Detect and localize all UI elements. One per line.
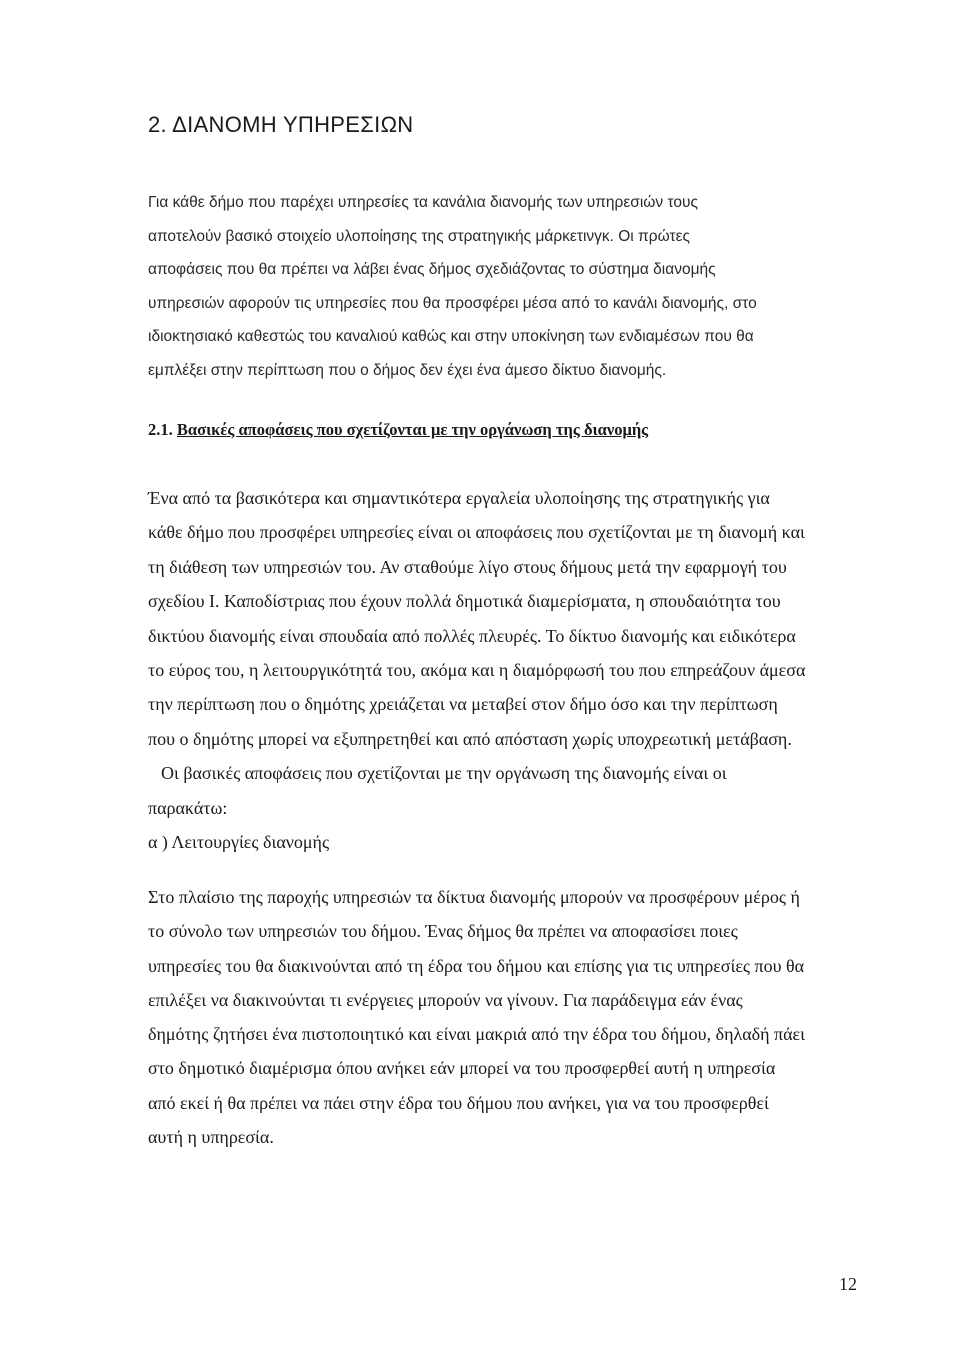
body-line: σχεδίου Ι. Καποδίστριας που έχουν πολλά δημοτικά διαμερίσματα, η σπουδαιότητα του	[148, 591, 781, 612]
page-number: 12	[839, 1274, 857, 1294]
body-line: το εύρος του, η λειτουργικότητά του, ακόμα και η διαμόρφωσή του που επηρεάζουν άμεσα	[148, 660, 806, 681]
intro-line: εμπλέξει στην περίπτωση που ο δήμος δεν έχει ένα άμεσο δίκτυο διανομής.	[148, 361, 667, 379]
body-line: δικτύου διανομής είναι σπουδαία από πολλές πλευρές. Το δίκτυο διανομής και ειδικότερα	[148, 625, 796, 646]
subsection-number: 2.1.	[148, 420, 173, 439]
closing-line: αυτή η υπηρεσία.	[148, 1127, 274, 1148]
intro-line: Για κάθε δήμο που παρέχει υπηρεσίες τα κανάλια διανομής των υπηρεσιών τους	[148, 194, 698, 211]
closing-line: επιλέξει να διακινούνται τι ενέργειες μπορούν να γίνουν. Για παράδειγμα εάν ένας	[148, 989, 743, 1010]
intro-line: αποτελούν βασικό στοιχείο υλοποίησης της στρατηγικής μάρκετινγκ. Οι πρώτες	[148, 227, 690, 245]
body-line: που ο δημότης μπορεί να εξυπηρετηθεί και από απόσταση χωρίς υποχρεωτική μετάβαση.	[148, 728, 792, 749]
closing-line: Στο πλαίσιο της παροχής υπηρεσιών τα δίκτυα διανομής μπορούν να προσφέρουν μέρος ή	[148, 887, 800, 907]
intro-paragraph	[148, 186, 848, 387]
body-line: κάθε δήμο που προσφέρει υπηρεσίες είναι οι αποφάσεις που σχετίζονται με τη διανομή και	[148, 522, 805, 543]
intro-line: ιδιοκτησιακό καθεστώς του καναλιού καθώς και στην υποκίνηση των ενδιαμέσων που θα	[148, 328, 754, 345]
subsection-title: Βασικές αποφάσεις που σχετίζονται με την οργάνωση της διανομής	[176, 420, 649, 439]
list-item-heading: α ) Λειτουργίες διανομής	[148, 832, 330, 853]
closing-paragraph	[148, 880, 848, 1154]
body-line-indented: Οι βασικές αποφάσεις που σχετίζονται με την οργάνωση της διανομής είναι οι	[161, 763, 727, 784]
intro-line: αποφάσεις που θα πρέπει να λάβει ένας δήμος σχεδιάζοντας το σύστημα διανομής	[148, 261, 716, 278]
intro-line: υπηρεσιών αφορούν τις υπηρεσίες που θα προσφέρει μέσα από το κανάλι διανομής, στο	[148, 294, 757, 312]
body-line: τη διάθεση των υπηρεσιών του. Αν σταθούμε λίγο στους δήμους μετά την εφαρμογή του	[148, 556, 787, 577]
body-line: την περίπτωση που ο δημότης χρειάζεται να μεταβεί στον δήμο όσο και την περίπτωση	[148, 694, 778, 715]
subsection-heading	[148, 420, 648, 440]
closing-line: στο δημοτικό διαμέρισμα όπου ανήκει εάν μπορεί να του προσφερθεί αυτή η υπηρεσία	[148, 1058, 776, 1079]
closing-line: το σύνολο των υπηρεσιών του δήμου. Ένας δήμος θα πρέπει να αποφασίσει ποιες	[148, 921, 738, 942]
body-line: παρακάτω:	[148, 797, 228, 818]
body-paragraph	[148, 481, 848, 859]
closing-line: από εκεί ή θα πρέπει να πάει στην έδρα του δήμου που ανήκει, για να του προσφερθεί	[148, 1092, 769, 1113]
section-title: 2. ΔΙΑΝΟΜΗ ΥΠΗΡΕΣΙΩΝ	[148, 112, 414, 137]
body-line: Ένα από τα βασικότερα και σημαντικότερα εργαλεία υλοποίησης της στρατηγικής για	[148, 488, 770, 508]
closing-line: δημότης ζητήσει ένα πιστοποιητικό και είναι μακριά από την έδρα του δήμου, δηλαδή πάει	[148, 1024, 805, 1045]
closing-line: υπηρεσίες του θα διακινούνται από τη έδρα του δήμου και επίσης για τις υπηρεσίες που θα	[148, 955, 805, 976]
